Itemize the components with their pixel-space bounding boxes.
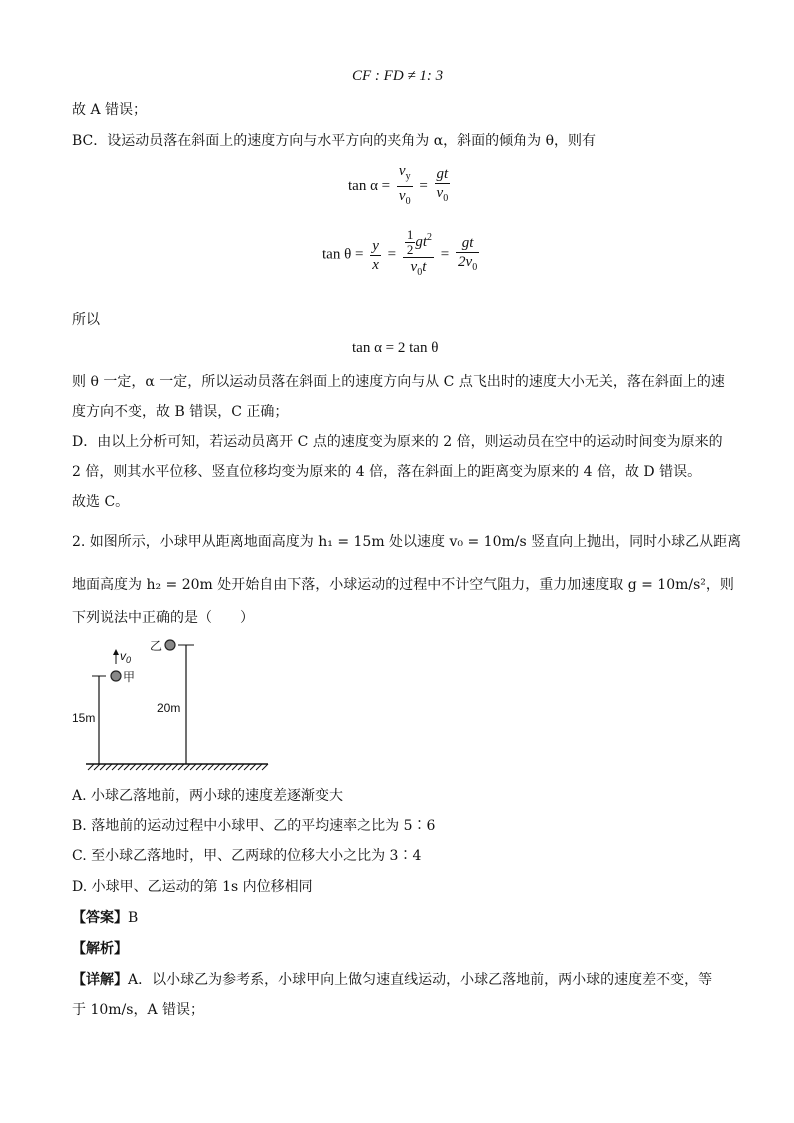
detail-tag: 【详解】 xyxy=(72,972,128,988)
label-v0: $v_0$ xyxy=(120,649,132,665)
answer-tag: 【答案】 xyxy=(72,910,128,926)
eq2-frac2: $\frac{1}{2}$ $gt^2$ $v_0t$ xyxy=(403,228,434,282)
option-d: D. 小球甲、乙运动的第 1s 内位移相同 xyxy=(72,879,313,895)
label-jia: 甲 xyxy=(123,670,136,684)
text-p4: 2 倍，则其水平位移、竖直位移均变为原来的 4 倍，落在斜面上的距离变为原来的 4 倍，故 D 错误。 xyxy=(72,464,702,480)
equation-tan-alpha-2tan-theta: tan α = 2 tan θ xyxy=(352,340,439,356)
ball-yi xyxy=(165,640,175,650)
question-2-line-2: 地面高度为 h₂ = 20m 处开始自由下落，小球运动的过程中不计空气阻力，重力加速度取 g = 10m/s²，则 xyxy=(72,577,734,593)
label-yi: 乙 xyxy=(150,639,163,653)
label-20m: 20m xyxy=(157,701,181,715)
option-c: C. 至小球乙落地时，甲、乙两球的位移大小之比为 3∶4 xyxy=(72,848,422,864)
eq1-frac2: $\frac{gt}{v_0}$ xyxy=(436,166,449,204)
eq2-frac1: $\frac{y}{x}$ xyxy=(372,237,379,273)
falling-balls-figure xyxy=(72,632,272,772)
detail-text-1: A．以小球乙为参考系，小球甲向上做匀速直线运动，小球乙落地前，两小球的速度差不变，等 xyxy=(128,972,713,988)
text-a-wrong: 故 A 错误； xyxy=(72,102,148,118)
text-p3: D．由以上分析可知，若运动员离开 C 点的速度变为原来的 2 倍，则运动员在空中的运动时间变为原来的 xyxy=(72,434,723,450)
eq2-lhs: tan θ = xyxy=(322,246,364,263)
eq1-lhs: tan α = xyxy=(348,178,391,194)
answer-value: B xyxy=(128,910,139,926)
equation-tan-theta: tan θ = $\frac{y}{x}$ = $\frac{1}{2}$ $gt^2$ $v_0t$ = $\frac{gt}{2v_0}$ xyxy=(322,228,482,282)
option-a: A. 小球乙落地前，两小球的速度差逐渐变大 xyxy=(72,788,344,804)
ball-jia xyxy=(111,671,121,681)
option-b: B. 落地前的运动过程中小球甲、乙的平均速率之比为 5∶6 xyxy=(72,818,436,834)
equation-tan-alpha: tan α = $\frac{v_y}{v_0}$ = $\frac{gt}{v_0}$ xyxy=(348,162,453,211)
velocity-arrow-head xyxy=(113,649,119,655)
label-15m: 15m xyxy=(72,711,96,725)
detail-line-1 xyxy=(72,970,712,990)
question-2-line-3: 下列说法中正确的是（ ） xyxy=(72,610,254,626)
text-suoyi: 所以 xyxy=(72,312,100,328)
ground-hatch xyxy=(88,764,268,770)
answer-line xyxy=(72,908,138,928)
text-p5: 故选 C。 xyxy=(72,494,130,510)
eq2-frac3: $\frac{gt}{2v_0}$ xyxy=(458,234,478,273)
text-bc-intro: BC．设运动员落在斜面上的速度方向与水平方向的夹角为 α，斜面的倾角为 θ，则有 xyxy=(72,133,597,149)
analysis-tag: 【解析】 xyxy=(72,941,128,957)
eq1-frac1: $\frac{v_y}{v_0}$ xyxy=(398,163,411,207)
text-p2: 度方向不变，故 B 错误，C 正确； xyxy=(72,404,289,420)
equation-cf-fd: CF : FD ≠ 1: 3 xyxy=(352,68,444,84)
detail-line-2: 于 10m/s，A 错误； xyxy=(72,1002,205,1018)
question-2-line-1: 2. 如图所示，小球甲从距离地面高度为 h₁ = 15m 处以速度 v₀ = 10m/s 竖直向上抛出，同时小球乙从距离 xyxy=(72,534,742,550)
text-p1: 则 θ 一定，α 一定，所以运动员落在斜面上的速度方向与从 C 点飞出时的速度大小无关，落在斜面上的速 xyxy=(72,374,725,390)
